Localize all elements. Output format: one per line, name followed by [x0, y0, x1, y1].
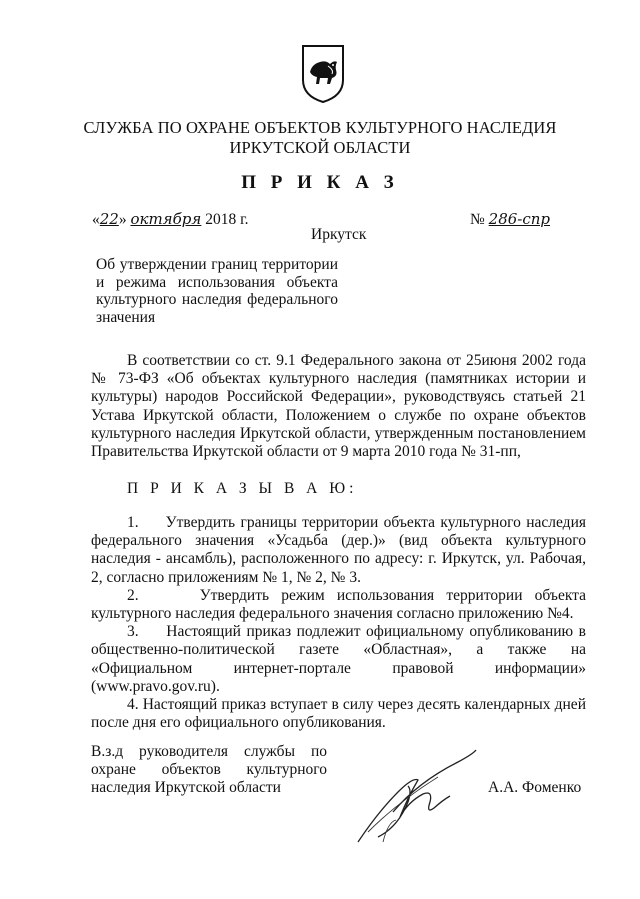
order-items-list — [91, 514, 586, 732]
document-date — [92, 210, 249, 229]
date-year: 2018 г. — [205, 211, 249, 228]
document-title: П Р И К А З — [241, 172, 399, 193]
document-number — [470, 210, 550, 229]
signer-position-line1: В.з.д руководителя службы по — [91, 743, 327, 760]
irkutsk-coat-of-arms-icon — [300, 44, 346, 104]
date-close-quote: » — [118, 211, 127, 228]
preamble — [91, 352, 586, 461]
date-day: 22 — [99, 210, 119, 228]
preamble-text: В соответствии со ст. 9.1 Федерального закона от 25июня 2002 года № 73-ФЗ «Об объектах культурного наследия (памятниках истории и культуры) народов Российской Федерации», руководствуясь статьей 21 Устава Иркутской области, Положением о службе по охране объектов культурного наследия Иркутской области, утвержденным постановлением Правительства Иркутской области от 9 марта 2010 года № 31-пп, — [91, 352, 586, 461]
order-item-3: 3. Настоящий приказ подлежит официальному опубликованию в общественно-политической газете «Областная», а также на «Официальном интернет-портале правовой информации» (www.pravo.gov.ru). — [91, 623, 586, 695]
number-value: 286-спр — [488, 210, 551, 228]
date-open-quote: « — [92, 211, 100, 228]
order-item-4: 4. Настоящий приказ вступает в силу через десять календарных дней после дня его официального опубликования. — [91, 696, 586, 732]
date-month: октября — [130, 210, 202, 228]
organization-name-line1: СЛУЖБА ПО ОХРАНЕ ОБЪЕКТОВ КУЛЬТУРНОГО НАСЛЕДИЯ — [83, 118, 557, 137]
order-item-1: 1. Утвердить границы территории объекта культурного наследия федерального значения «Усадьба (дер.)» (вид объекта культурного наследия - ансамбль), расположенного по адресу: г. Иркутск, ул. Рабочая, 2, согласно приложениям № 1, № 2, № 3. — [91, 514, 586, 586]
document-subject: Об утверждении границ территории и режима использования объекта культурного наследия федерального значения — [96, 256, 338, 326]
signer-name: А.А. Фоменко — [488, 779, 582, 796]
signer-position-line3: наследия Иркутской области — [91, 779, 281, 797]
signer-position — [91, 743, 327, 798]
document-city: Иркутск — [311, 226, 367, 243]
order-word: П Р И К А З Ы В А Ю: — [127, 480, 358, 497]
number-prefix: № — [470, 211, 485, 228]
order-item-2: 2. Утвердить режим использования территории объекта культурного наследия федерального значения согласно приложению №4. — [91, 586, 586, 623]
signer-position-line2: охране объектов культурного — [91, 761, 327, 779]
organization-name-line2: ИРКУТСКОЙ ОБЛАСТИ — [229, 138, 411, 157]
handwritten-signature — [338, 742, 488, 852]
